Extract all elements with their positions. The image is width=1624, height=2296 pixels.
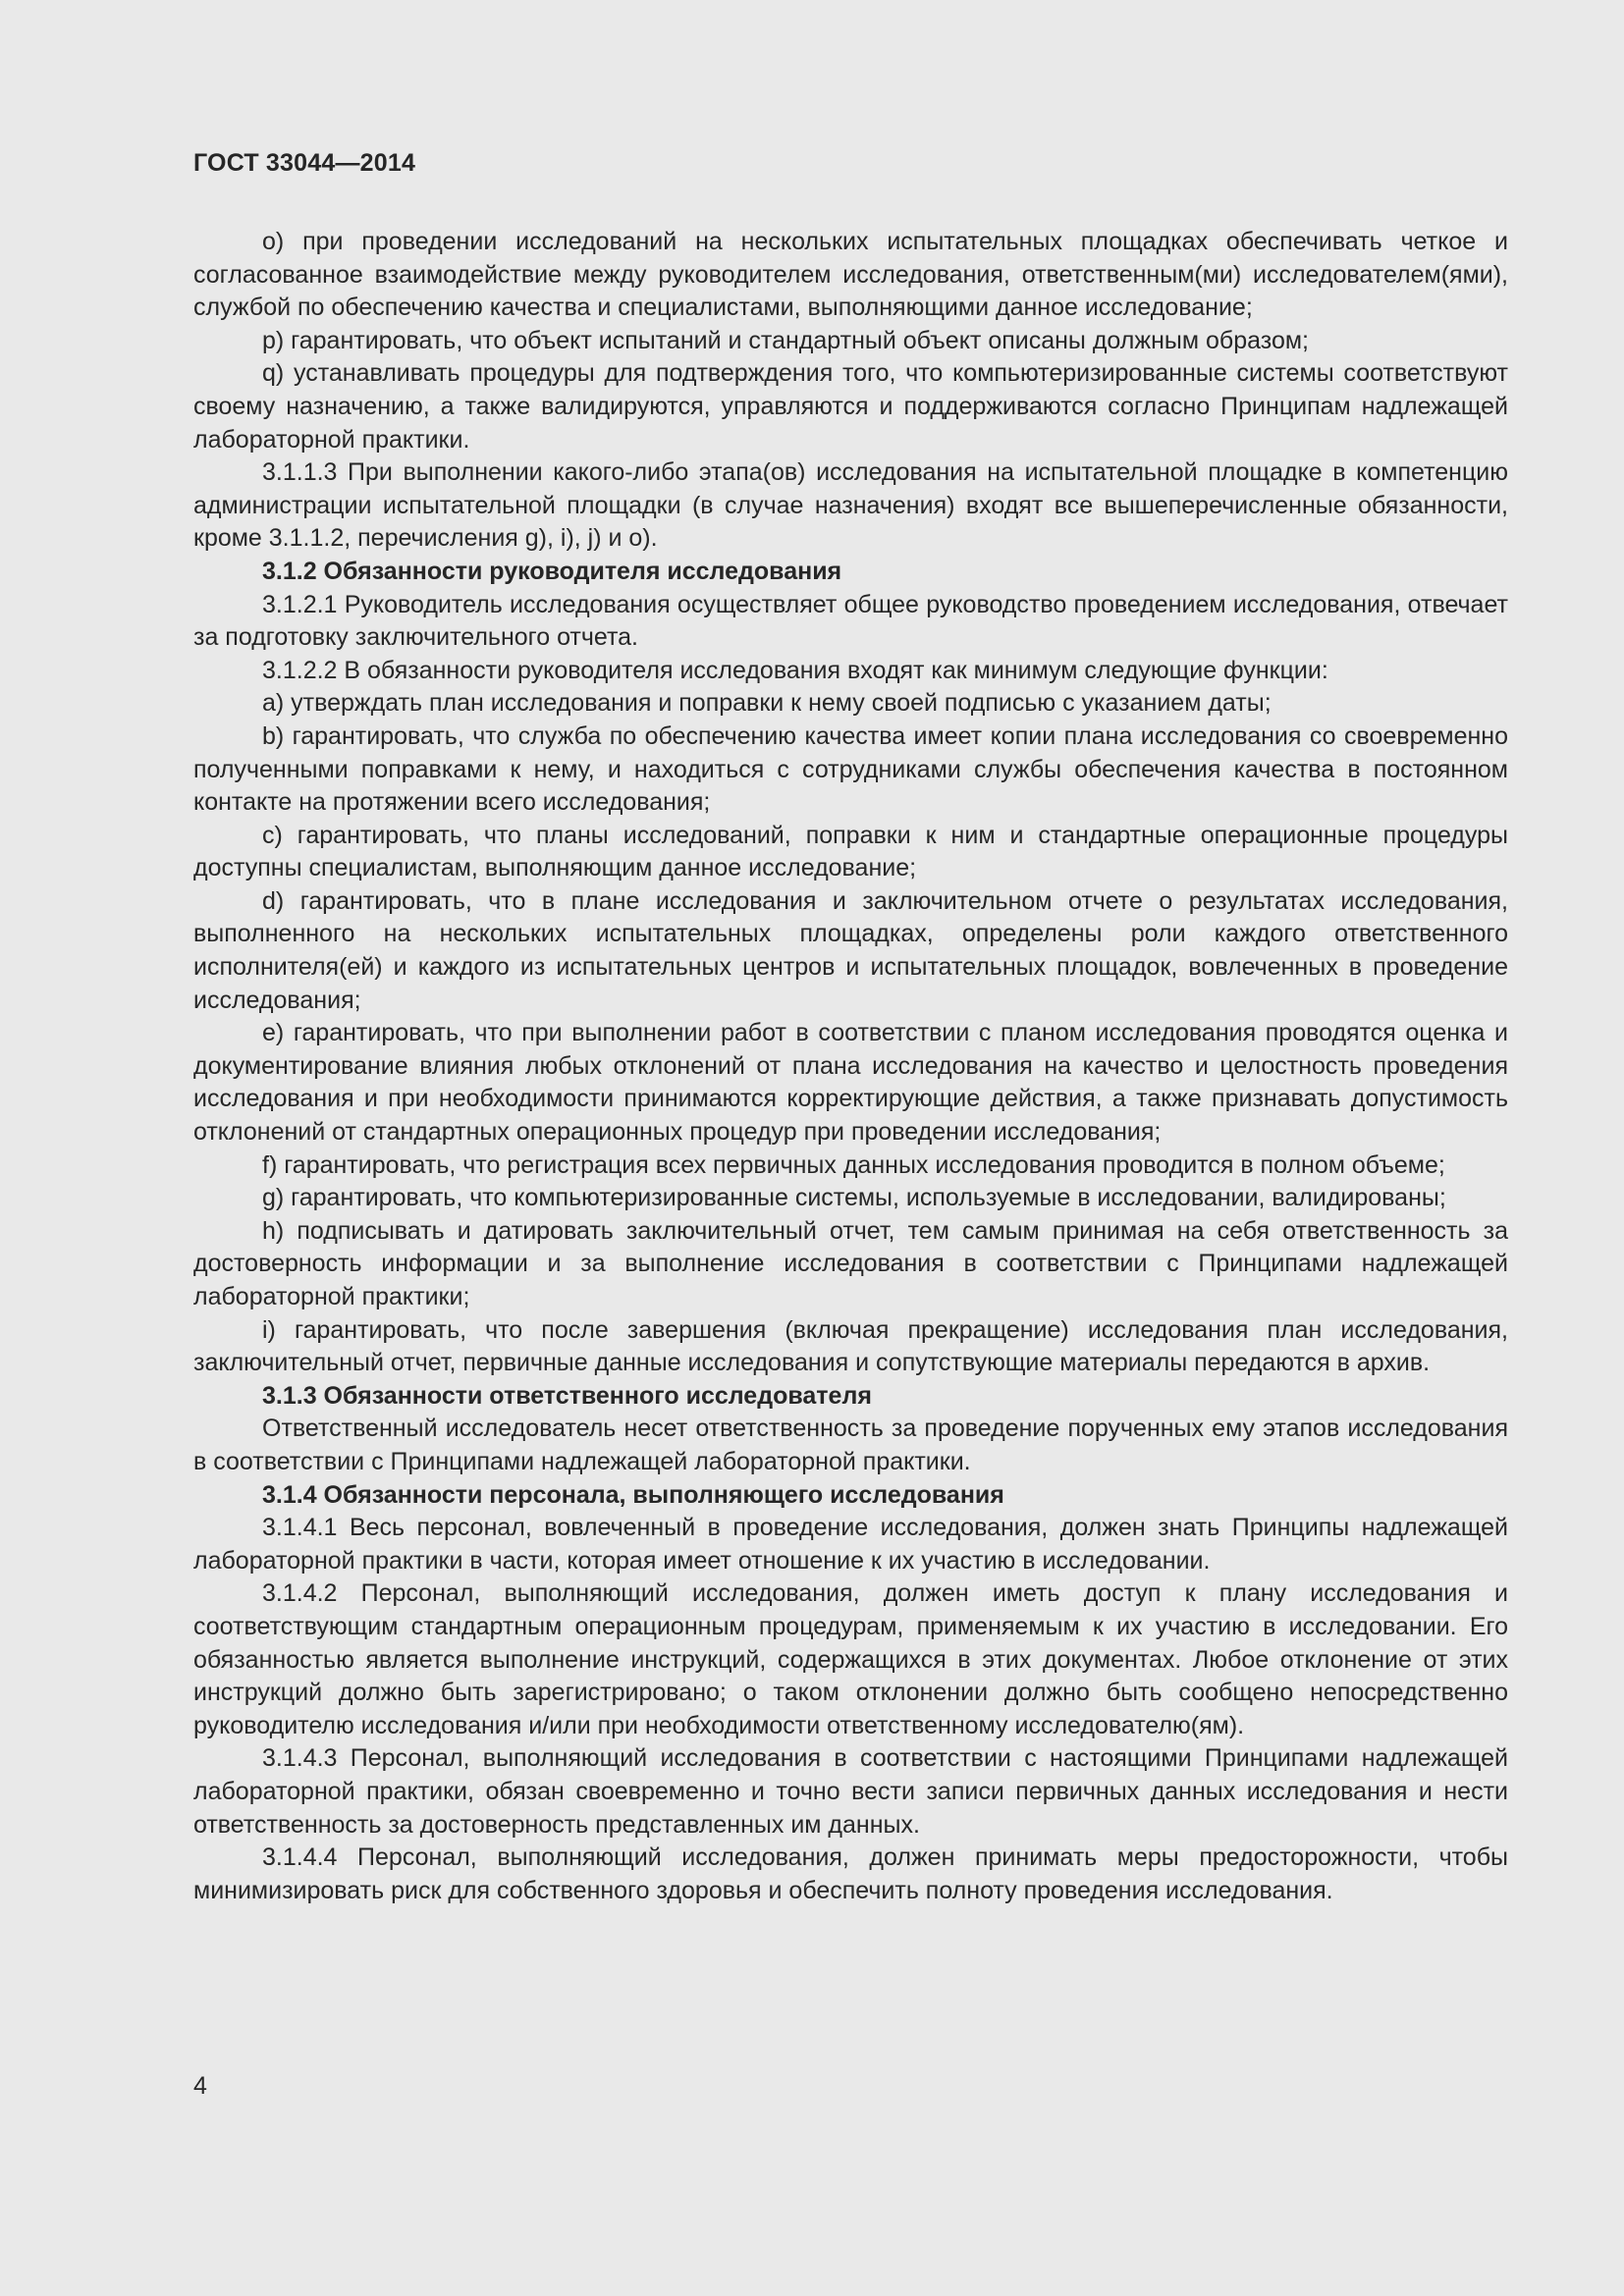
list-item-f: f) гарантировать, что регистрация всех первичных данных исследования проводится в полном объеме;	[262, 1150, 1445, 1179]
list-item-g: g) гарантировать, что компьютеризированные системы, используемые в исследовании, валидированы;	[262, 1184, 1446, 1212]
clause-3-1-4-1: 3.1.4.1 Весь персонал, вовлеченный в проведение исследования, должен знать Принципы надлежащей лабораторной практики в части, которая имеет отношение к их участию в исследовании.	[193, 1514, 1508, 1575]
list-item-c: c) гарантировать, что планы исследований, поправки к ним и стандартные операционные процедуры доступны специалистам, выполняющим данное исследование;	[193, 821, 1508, 882]
page-number: 4	[193, 2072, 207, 2100]
list-item-h: h) подписывать и датировать заключительный отчет, тем самым принимая на себя ответственность за достоверность информации и за выполнение исследования в соответствии с Принципами надлежащей лабораторной практики;	[193, 1216, 1508, 1310]
clause-3-1-4-3: 3.1.4.3 Персонал, выполняющий исследования в соответствии с настоящими Принципами надлежащей лабораторной практики, обязан своевременно и точно вести записи первичных данных исследования и нести ответственность за достоверность представленных им данных.	[193, 1744, 1508, 1839]
paragraph-3-1-3-body: Ответственный исследователь несет ответственность за проведение порученных ему этапов исследования в соответствии с Принципами надлежащей лабораторной практики.	[193, 1415, 1508, 1475]
list-item-o: о) при проведении исследований на нескольких испытательных площадках обеспечивать четкое и согласованное взаимодействие между руководителем исследования, ответственным(ми) исследователем(ями), службой по обеспечению качества и специалистами, выполняющими данное исследование;	[193, 228, 1508, 322]
list-item-p: р) гарантировать, что объект испытаний и стандартный объект описаны должным образом;	[262, 326, 1309, 354]
section-heading-3-1-4: 3.1.4 Обязанности персонала, выполняющего исследования	[262, 1480, 1004, 1509]
section-heading-3-1-2: 3.1.2 Обязанности руководителя исследования	[262, 557, 842, 585]
list-item-q: q) устанавливать процедуры для подтверждения того, что компьютеризированные системы соответствуют своему назначению, а также валидируются, управляются и поддерживаются согласно Принципам надлежащей лабораторной практики.	[193, 359, 1508, 454]
list-item-e: e) гарантировать, что при выполнении работ в соответствии с планом исследования проводятся оценка и документирование влияния любых отклонений от плана исследования на качество и целостность проведения исследования и при необходимости принимаются корректирующие действия, а также признавать допустимость отклонений от стандартных операционных процедур при проведении исследования;	[193, 1019, 1508, 1147]
document-header: ГОСТ 33044—2014	[193, 149, 416, 177]
clause-3-1-2-2: 3.1.2.2 В обязанности руководителя исследования входят как минимум следующие функции:	[262, 656, 1328, 684]
clause-3-1-4-4: 3.1.4.4 Персонал, выполняющий исследования, должен принимать меры предосторожности, чтобы минимизировать риск для собственного здоровья и обеспечить полноту проведения исследования.	[193, 1843, 1508, 1904]
body-text	[193, 226, 1508, 1907]
section-heading-3-1-3: 3.1.3 Обязанности ответственного исследователя	[262, 1381, 872, 1410]
list-item-a: a) утверждать план исследования и поправки к нему своей подписью с указанием даты;	[262, 689, 1272, 718]
clause-3-1-1-3: 3.1.1.3 При выполнении какого-либо этапа(ов) исследования на испытательной площадке в компетенцию администрации испытательной площадки (в случае назначения) входят все вышеперечисленные обязанности, кроме 3.1.1.2, перечисления g), i), j) и о).	[193, 458, 1508, 553]
list-item-i: i) гарантировать, что после завершения (включая прекращение) исследования план исследования, заключительный отчет, первичные данные исследования и сопутствующие материалы передаются в архив.	[193, 1315, 1508, 1377]
clause-3-1-4-2: 3.1.4.2 Персонал, выполняющий исследования, должен иметь доступ к плану исследования и соответствующим стандартным операционным процедурам, применяемым к их участию в исследовании. Его обязанностью является выполнение инструкций, содержащихся в этих документах. Любое отклонение от этих инструкций должно быть зарегистрировано; о таком отклонении должно быть сообщено непосредственно руководителю исследования и/или при необходимости ответственному исследователю(ям).	[193, 1579, 1508, 1739]
list-item-b: b) гарантировать, что служба по обеспечению качества имеет копии плана исследования со своевременно полученными поправками к нему, и находиться с сотрудниками службы обеспечения качества в постоянном контакте на протяжении всего исследования;	[193, 721, 1508, 817]
list-item-d: d) гарантировать, что в плане исследования и заключительном отчете о результатах исследования, выполненного на нескольких испытательных площадках, определены роли каждого ответственного исполнителя(ей) и каждого из испытательных центров и испытательных площадок, вовлеченных в проведение исследования;	[193, 886, 1508, 1014]
clause-3-1-2-1: 3.1.2.1 Руководитель исследования осуществляет общее руководство проведением исследования, отвечает за подготовку заключительного отчета.	[193, 590, 1508, 652]
